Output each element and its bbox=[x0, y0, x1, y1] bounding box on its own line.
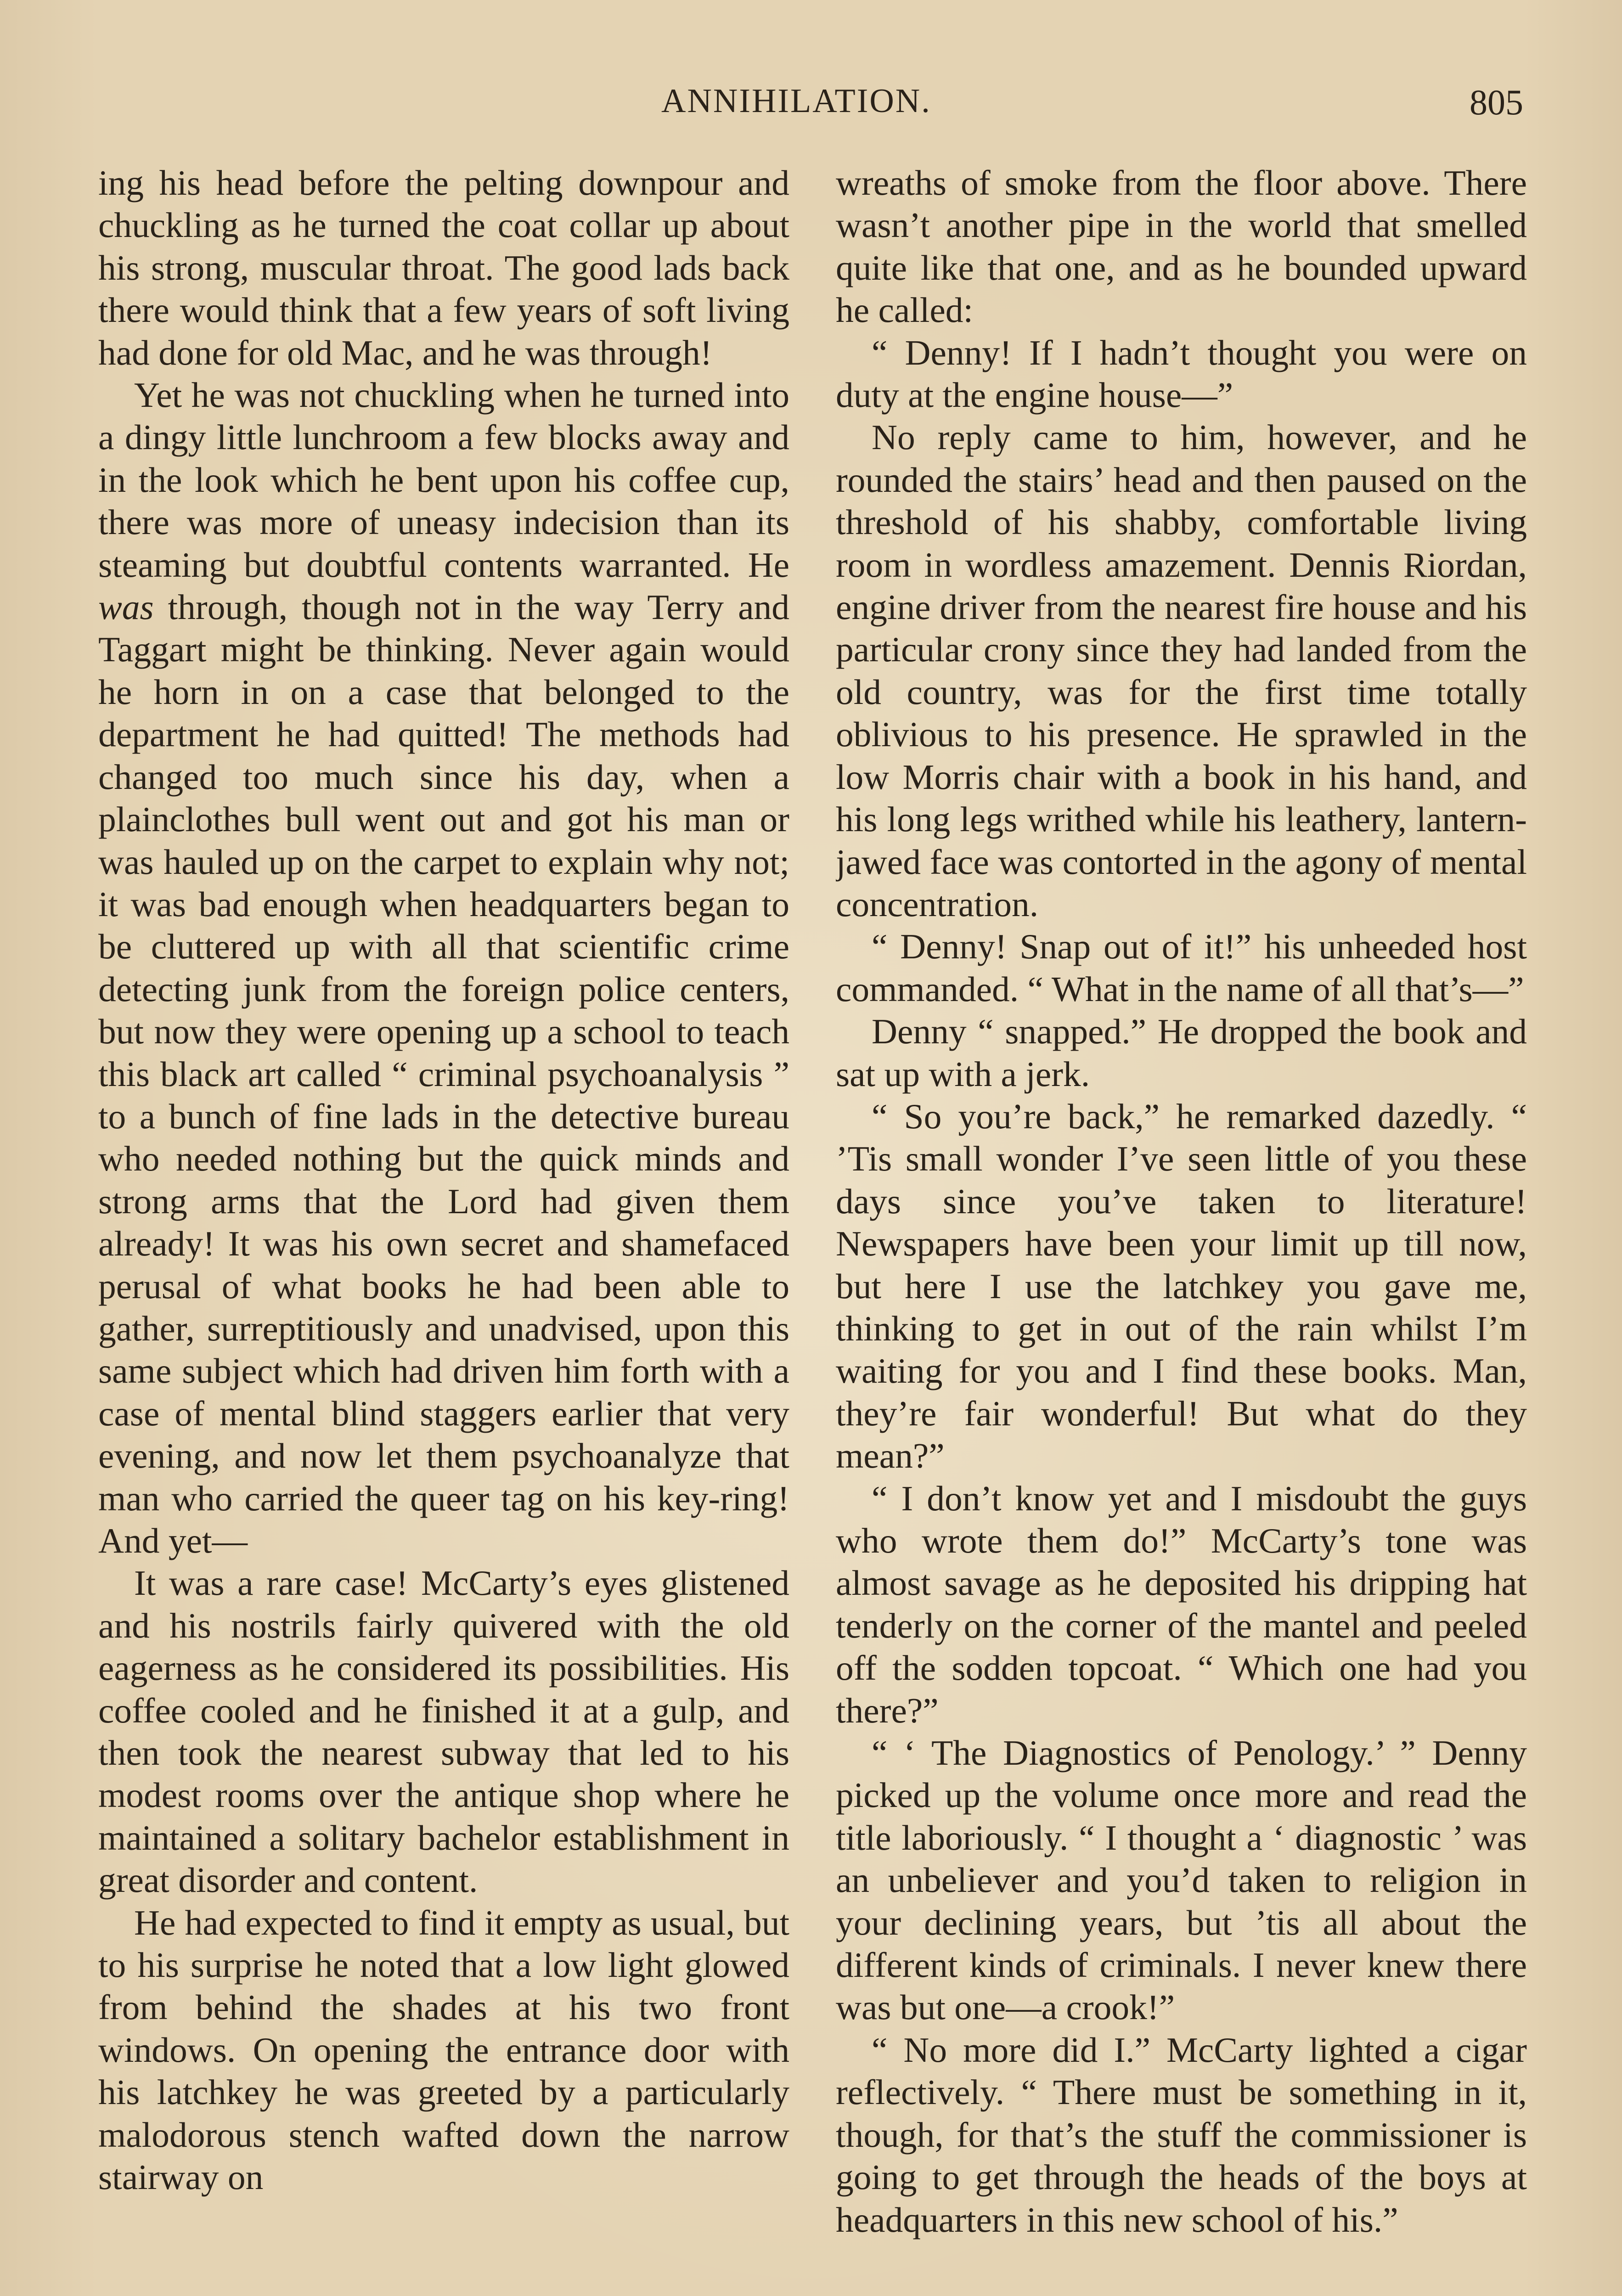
paragraph: “ Denny! Snap out of it!” his unheeded host commanded. “ What in the name of all that’s—” bbox=[836, 927, 1527, 1009]
paragraph-text: through, though not in the way Terry and Taggart might be thinking. Never again would he horn in on a case that belonged to the department he had quitted! The methods had changed too much since his day, when a plainclothes bull went out and got his man or was hauled up on the carpet to explain why not; it was bad enough when headquarters began to be cluttered up with all that scientific crime detecting junk from the foreign police centers, but now they were opening up a school to teach this black art called “ criminal psychoanalysis ” to a bunch of fine lads in the detective bureau who needed nothing but the quick minds and strong arms that the Lord had given them already! It was his own secret and shamefaced perusal of what books he had been able to gather, surreptitiously and unadvised, upon this same subject which had driven him forth with a case of mental blind staggers earlier that very evening, and now let them psychoanalyze that man who carried the queer tag on his key-ring! And yet— bbox=[98, 587, 789, 1560]
paragraph: No reply came to him, however, and he rounded the stairs’ head and then paused on the threshold of his shabby, comfortable living room in wordless amazement. Dennis Riordan, engine driver from the nearest fire house and his particular crony since they had landed from the old country, was for the first time totally oblivious to his presence. He sprawled in the low Morris chair with a book in his hand, and his long legs writhed while his leathery, lantern-jawed face was contorted in the agony of mental concentration. bbox=[836, 417, 1527, 924]
paragraph bbox=[98, 374, 789, 1562]
paragraph: wreaths of smoke from the floor above. There wasn’t another pipe in the world that smelled quite like that one, and as he bounded upward he called: bbox=[836, 163, 1527, 330]
page-number: 805 bbox=[1470, 82, 1523, 122]
paragraph: It was a rare case! McCarty’s eyes glistened and his nostrils fairly quivered with the old eagerness as he considered its possibilities. His coffee cooled and he finished it at a gulp, and then took the nearest subway that led to his modest rooms over the antique shop where he maintained a solitary bachelor establishment in great disorder and content. bbox=[98, 1563, 789, 1900]
paragraph: “ No more did I.” McCarty lighted a cigar reflectively. “ There must be something in it, though, for that’s the stuff the commissioner is going to get through the heads of the boys at headquarters in this new school of his.” bbox=[836, 2030, 1527, 2240]
running-head-title: ANNIHILATION. bbox=[661, 82, 931, 120]
right-text-column bbox=[836, 162, 1527, 2296]
paragraph: “ So you’re back,” he remarked dazedly. “ ’Tis small wonder I’ve seen little of you these days since you’ve taken to literature! Newspapers have been your limit up till now, but here I use the latchkey you gave me, thinking to get in out of the rain whilst I’m waiting for you and I find these books. Man, they’re fair wonderful! But what do they mean?” bbox=[836, 1096, 1527, 1476]
paragraph: Denny “ snapped.” He dropped the book and sat up with a jerk. bbox=[836, 1012, 1527, 1094]
paragraph: ing his head before the pelting downpour and chuckling as he turned the coat collar up about his strong, muscular throat. The good lads back there would think that a few years of soft living had done for old Mac, and he was through! bbox=[98, 163, 789, 372]
paragraph: “ I don’t know yet and I misdoubt the guys who wrote them do!” McCarty’s tone was almost savage as he deposited his dripping hat tenderly on the corner of the mantel and peeled off the sodden topcoat. “ Which one had you there?” bbox=[836, 1478, 1527, 1730]
left-text-column bbox=[98, 162, 789, 2296]
paragraph: “ ‘ The Diagnostics of Penology.’ ” Denny picked up the volume once more and read the title laboriously. “ I thought a ‘ diagnostic ’ was an unbeliever and you’d taken to religion in your declining years, but ’tis all about the different kinds of criminals. I never knew there was but one—a crook!” bbox=[836, 1733, 1527, 2027]
paragraph: “ Denny! If I hadn’t thought you were on duty at the engine house—” bbox=[836, 332, 1527, 415]
paragraph: He had expected to find it empty as usual, but to his surprise he noted that a low light glowed from behind the shades at his two front windows. On opening the entrance door with his latchkey he was greeted by a particularly malodorous stench wafted down the narrow stairway on bbox=[98, 1902, 789, 2197]
emphasis-text: was bbox=[98, 587, 154, 627]
paragraph-text: Yet he was not chuckling when he turned into a dingy little lunchroom a few blocks away and in the look which he bent upon his coffee cup, there was more of uneasy indecision than its steaming but doubtful contents warranted. He bbox=[98, 375, 789, 585]
